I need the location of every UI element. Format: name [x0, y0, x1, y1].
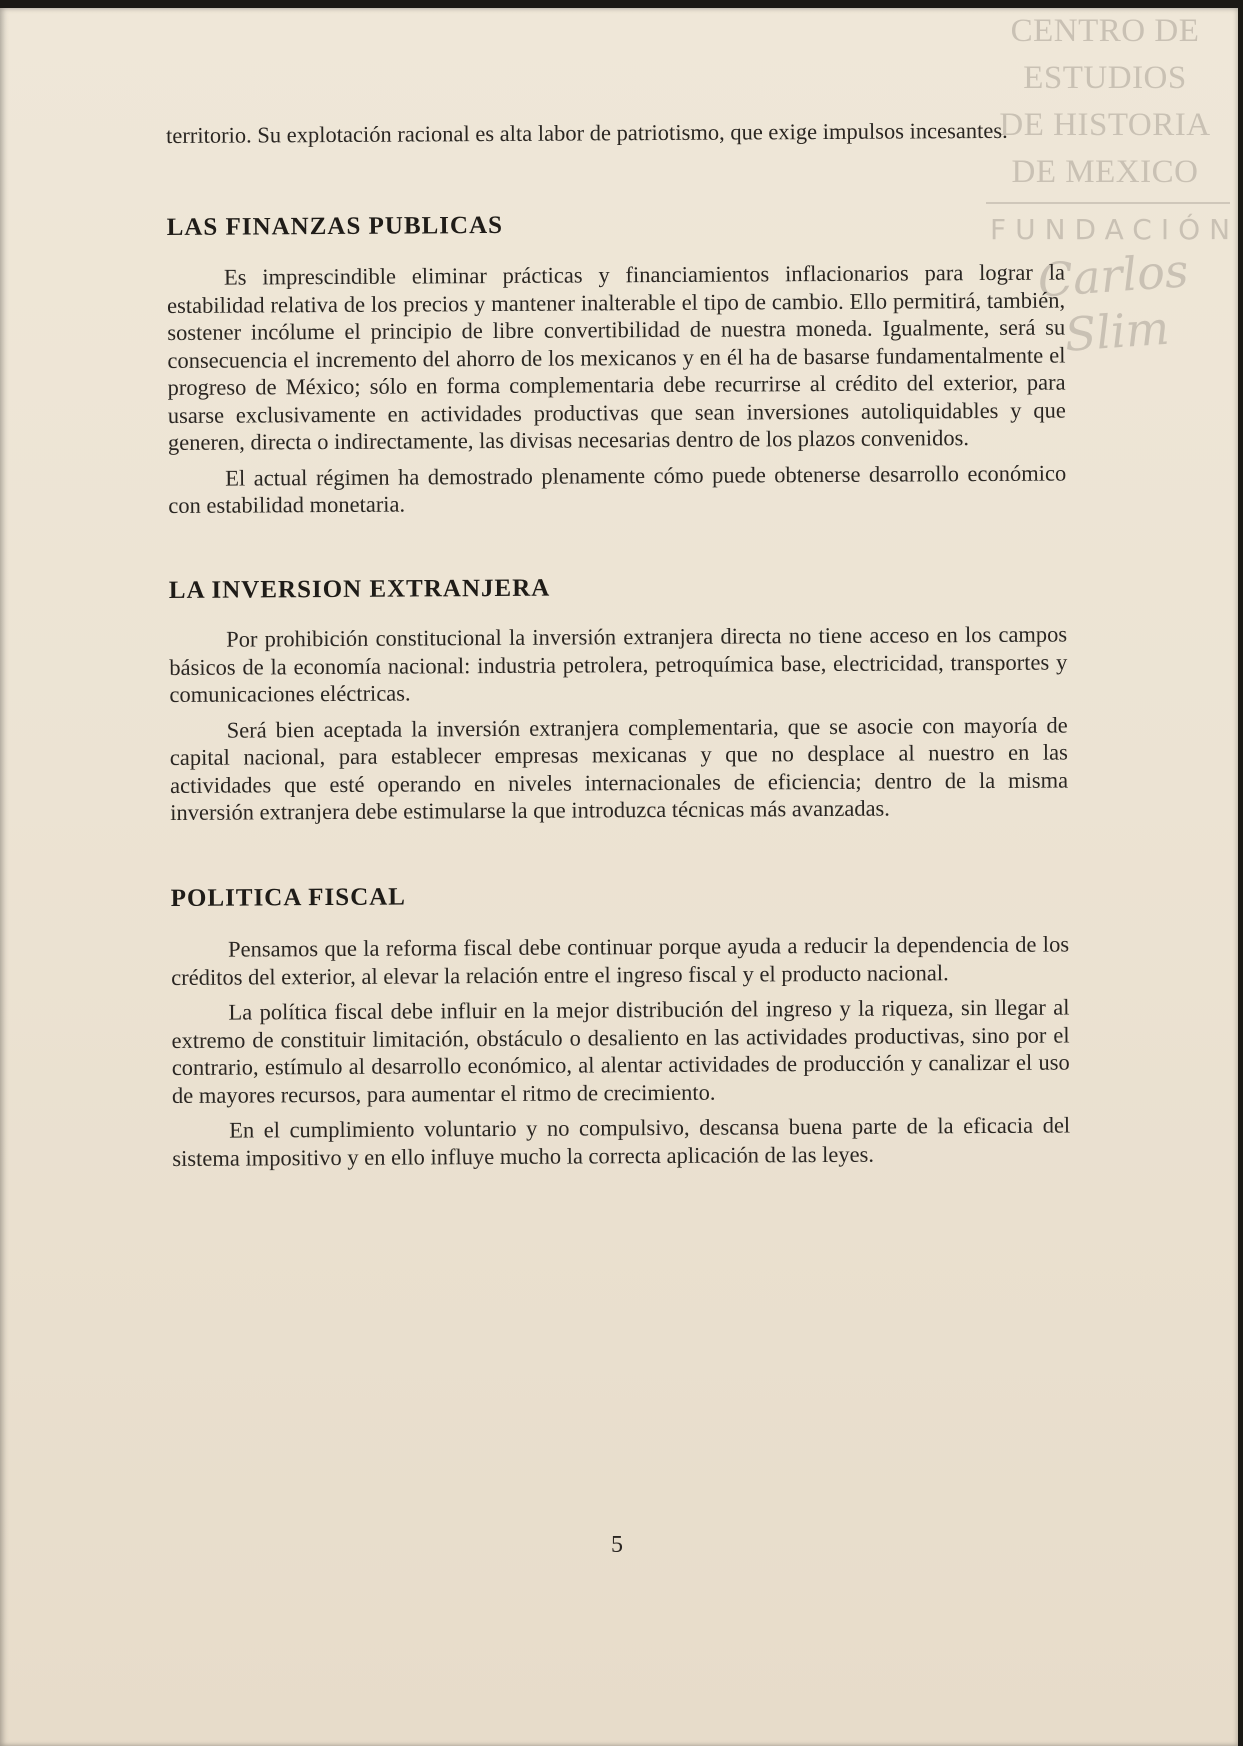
page-content — [166, 117, 1070, 1180]
watermark-line: CENTRO DE — [1010, 13, 1200, 49]
paragraph: La política fiscal debe influir en la mejor distribución del ingreso y la riqueza, sin llegar al extremo de constituir limitación, obstáculo o desaliento en las actividades productivas, sino por el contrario, estímulo al desarrollo económico, al alentar actividades de producción y canalizar el uso de mayores recursos, para aumentar el ritmo de crecimiento. — [171, 994, 1070, 1108]
paragraph: El actual régimen ha demostrado plenamente cómo puede obtenerse desarrollo económico con estabilidad monetaria. — [168, 460, 1067, 518]
watermark-signature: Carlos Slim — [1036, 243, 1191, 362]
section-heading-fiscal: POLITICA FISCAL — [170, 883, 407, 912]
document-page — [0, 8, 1238, 1746]
section-heading-finanzas: LAS FINANZAS PUBLICAS — [166, 211, 504, 241]
watermark-line: DE HISTORIA — [999, 107, 1211, 143]
paragraph: Será bien aceptada la inversión extranjera complementaria, que se asocie con mayoría de capital nacional, para establecer empresas mexicanas y que no desplace al nuestro en las actividades que esté operando en niveles internacionales de eficiencia; dentro de la misma inversión extranjera debe estimularse la que introduzca técnicas más avanzadas. — [169, 712, 1069, 825]
intro-paragraph: territorio. Su explotación racional es alta labor de patriotismo, que exige impulsos incesantes. — [166, 117, 1008, 148]
paragraph: Pensamos que la reforma fiscal debe continuar porque ayuda a reducir la dependencia de los créditos del exterior, al elevar la relación entre el ingreso fiscal y el producto nacional. — [171, 931, 1070, 990]
paragraph: Por prohibición constitucional la inversión extranjera directa no tiene acceso en los campos básicos de la economía nacional: industria petrolera, petroquímica base, electricidad, transportes y comunicaciones eléctricas. — [169, 621, 1068, 707]
watermark-line: DE MEXICO — [1011, 154, 1199, 190]
watermark-line: ESTUDIOS — [1023, 60, 1187, 96]
paragraph: En el cumplimiento voluntario y no compulsivo, descansa buena parte de la eficacia del sistema impositivo y en ello influye mucho la correcta aplicación de las leyes. — [172, 1112, 1071, 1171]
section-heading-inversion: LA INVERSION EXTRANJERA — [168, 574, 551, 604]
page-number: 5 — [611, 1532, 623, 1558]
paragraph: Es imprescindible eliminar prácticas y financiamientos inflacionarios para lograr la estabilidad relativa de los precios y mantener inalterable el tipo de cambio. Ello permitirá, también, sostener incólume el principio de libre convertibilidad de nuestra moneda. Igualmente, será su consecuencia el incremento del ahorro de los mexicanos y en él ha de basarse fundamentalmente el progreso de México; sólo en forma complementaria debe recurrirse al crédito del exterior, para usarse exclusivamente en actividades productivas que sean inversiones autoliquidables y que generen, directa o indirectamente, las divisas necesarias dentro de los plazos convenidos. — [167, 259, 1066, 455]
watermark-foundation: FUNDACIÓN — [990, 213, 1240, 246]
